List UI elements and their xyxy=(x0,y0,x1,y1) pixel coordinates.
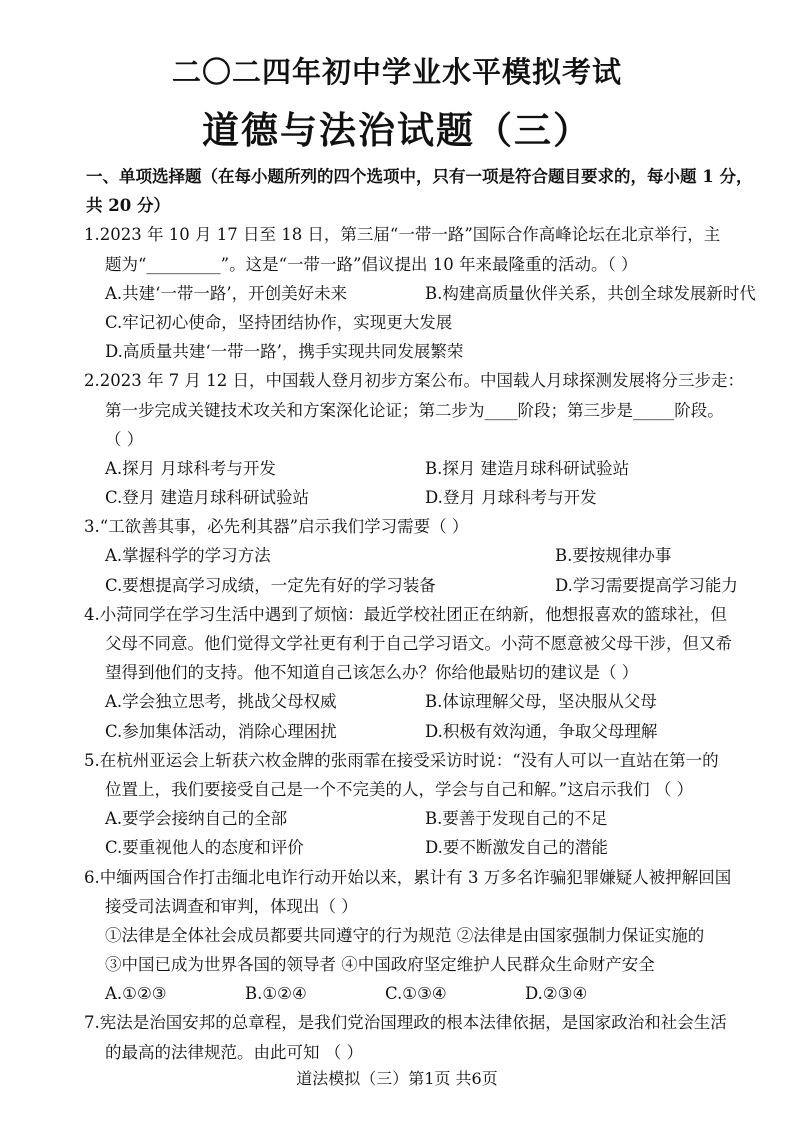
option-d: D.②③④ xyxy=(525,984,588,1004)
option-row xyxy=(86,717,776,746)
option-c: C.要想提高学习成绩，一定先有好的学习装备 xyxy=(105,575,436,595)
option-row xyxy=(86,571,776,600)
question-stem: 接受司法调查和审判，体现出（ ） xyxy=(105,896,358,916)
option-b: B.①②④ xyxy=(245,984,307,1004)
exam-title: 二〇二四年初中学业水平模拟考试 xyxy=(171,55,622,89)
option-row xyxy=(86,979,776,1008)
statement-row: ①法律是全体社会成员都要共同遵守的行为规范 ②法律是由国家强制力保证实施的 xyxy=(105,925,705,945)
question-7 xyxy=(86,1008,776,1066)
statement-row: ③中国已成为世界各国的领导者 ④中国政府坚定维护人民群众生命财产安全 xyxy=(105,955,655,975)
exam-content xyxy=(86,162,776,1067)
question-stem: 1.2023 年 10 月 17 日至 18 日，第三届“一带一路”国际合作高峰论坛在北京举行，主 xyxy=(84,225,721,245)
option-a: A.探月 月球科考与开发 xyxy=(105,458,276,478)
option-row xyxy=(86,308,776,337)
exam-subtitle: 道德与法治试题（三） xyxy=(202,108,592,152)
option-b: B.要按规律办事 xyxy=(555,546,672,566)
option-row xyxy=(86,337,776,366)
section-heading-cont: 共 20 分） xyxy=(86,196,170,216)
question-2 xyxy=(86,366,776,512)
option-a: A.要学会接纳自己的全部 xyxy=(105,809,288,829)
option-a: A.掌握科学的学习方法 xyxy=(105,546,271,566)
section-heading: 一、单项选择题（在每小题所列的四个选项中，只有一项是符合题目要求的，每小题 1 分， xyxy=(86,167,753,186)
option-row xyxy=(86,454,776,483)
page-footer: 道法模拟（三）第1页 共6页 xyxy=(296,1069,498,1088)
option-row xyxy=(86,279,776,308)
option-b: B.探月 建造月球科研试验站 xyxy=(425,458,630,478)
question-stem: 题为“_________”。这是“一带一路”倡议提出 10 年来最隆重的活动。（ ） xyxy=(105,254,638,274)
option-a: A.①②③ xyxy=(105,984,167,1004)
option-c: C.牢记初心使命，坚持团结协作，实现更大发展 xyxy=(105,312,453,332)
option-a: A.共建‘一带一路’，开创美好未来 xyxy=(105,283,348,303)
question-stem: （ ） xyxy=(105,429,144,449)
question-3 xyxy=(86,512,776,600)
question-1 xyxy=(86,220,776,366)
option-b: B.要善于发现自己的不足 xyxy=(425,809,608,829)
option-d: D.要不断激发自己的潜能 xyxy=(425,838,608,858)
option-b: B.体谅理解父母，坚决服从父母 xyxy=(425,692,657,712)
option-row xyxy=(86,483,776,512)
option-d: D.高质量共建‘一带一路’，携手实现共同发展繁荣 xyxy=(105,342,464,362)
question-4 xyxy=(86,600,776,746)
option-d: D.学习需要提高学习能力 xyxy=(555,575,738,595)
question-stem: 望得到他们的支持。他不知道自己该怎么办？你给他最贴切的建议是（ ） xyxy=(105,663,639,683)
option-d: D.积极有效沟通，争取父母理解 xyxy=(425,721,658,741)
option-row xyxy=(86,541,776,570)
question-stem: 4.小菏同学在学习生活中遇到了烦恼：最近学校社团正在纳新，他想报喜欢的篮球社，但 xyxy=(84,604,727,624)
option-c: C.登月 建造月球科研试验站 xyxy=(105,488,310,508)
question-stem: 第一步完成关键技术攻关和方案深化论证；第二步为____阶段；第三步是_____阶段。 xyxy=(105,400,724,420)
question-stem: 的最高的法律规范。由此可知 （ ） xyxy=(105,1042,363,1062)
question-stem: 7.宪法是治国安邦的总章程，是我们党治国理政的根本法律依据，是国家政治和社会生活 xyxy=(84,1013,727,1033)
question-6 xyxy=(86,863,776,1009)
option-d: D.登月 月球科考与开发 xyxy=(425,488,597,508)
option-c: C.①③④ xyxy=(385,984,447,1004)
question-5 xyxy=(86,746,776,863)
option-row xyxy=(86,804,776,833)
question-stem: 6.中缅两国合作打击缅北电诈行动开始以来，累计有 3 万多名诈骗犯罪嫌疑人被押解回国 xyxy=(84,867,732,887)
option-c: C.要重视他人的态度和评价 xyxy=(105,838,304,858)
question-stem: 父母不同意。他们觉得文学社更有利于自己学习语文。小菏不愿意被父母干涉，但又希 xyxy=(105,634,732,653)
option-b: B.构建高质量伙伴关系，共创全球发展新时代 xyxy=(425,283,756,303)
question-stem: 5.在杭州亚运会上斩获六枚金牌的张雨霏在接受采访时说：“没有人可以一直站在第一的 xyxy=(84,750,719,770)
option-a: A.学会独立思考，挑战父母权威 xyxy=(105,692,337,712)
option-c: C.参加集体活动，消除心理困扰 xyxy=(105,721,337,741)
question-stem: 3.“工欲善其事，必先利其器”启示我们学习需要（ ） xyxy=(84,517,469,537)
option-row xyxy=(86,833,776,862)
question-stem: 2.2023 年 7 月 12 日，中国载人登月初步方案公布。中国载人月球探测发展将分三步走： xyxy=(84,371,744,391)
option-row xyxy=(86,687,776,716)
question-stem: 位置上，我们要接受自己是一个不完美的人，学会与自己和解。”这启示我们 （ ） xyxy=(105,779,694,799)
